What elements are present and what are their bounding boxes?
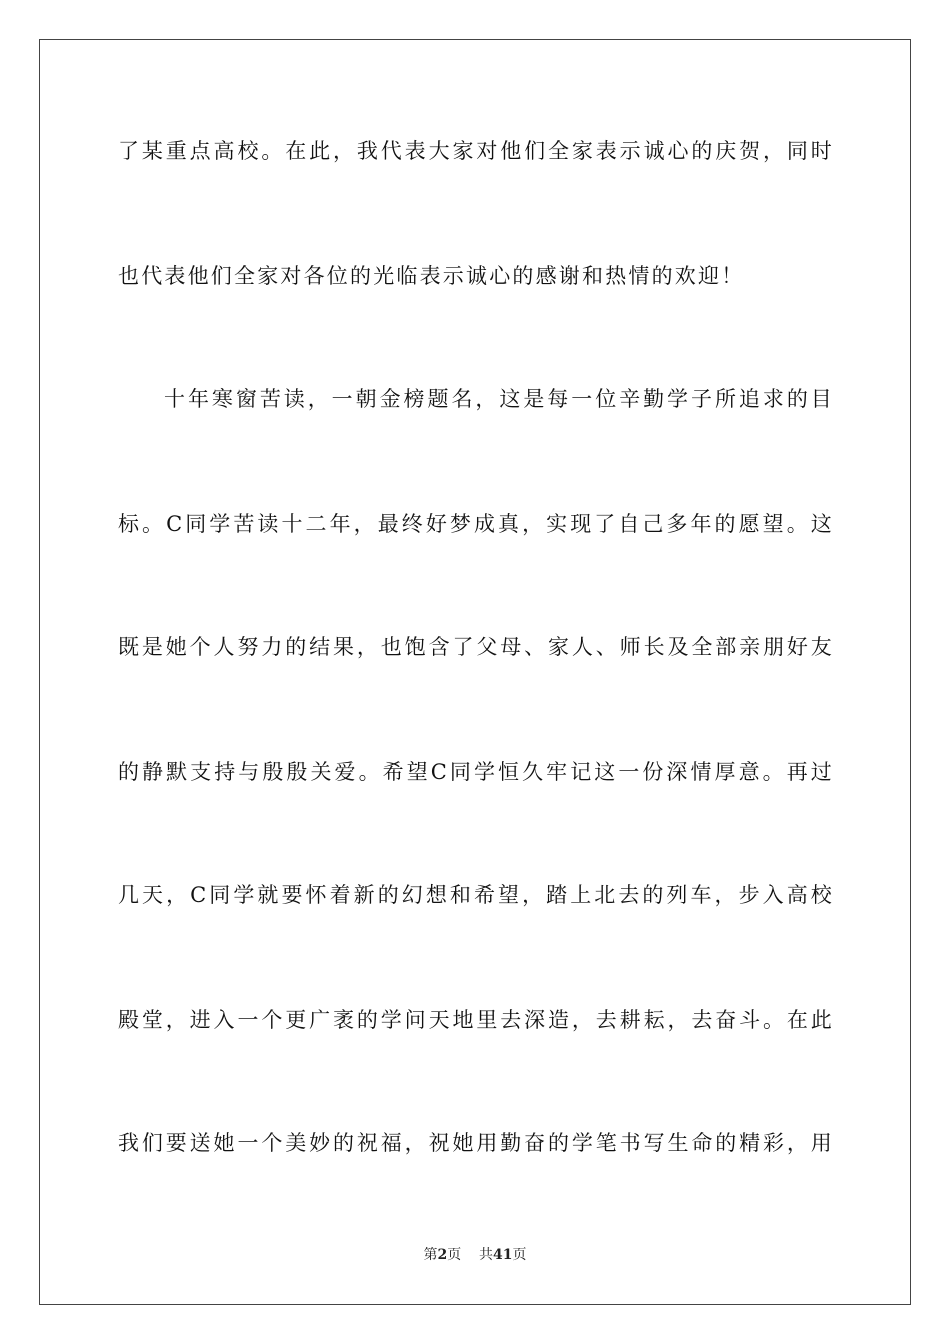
footer-page-prefix: 第 (423, 1247, 438, 1263)
footer-total-pages: 41 (493, 1247, 513, 1263)
footer-total-prefix: 共 (479, 1247, 494, 1263)
footer-total-suffix: 页 (512, 1247, 527, 1263)
body-text-line-5: 既是她个人努力的结果，也饱含了父母、家人、师长及全部亲朋好友 (118, 635, 834, 659)
body-text-line-8: 殿堂，进入一个更广袤的学问天地里去深造，去耕耘，去奋斗。在此 (118, 1008, 834, 1032)
body-text-line-2: 也代表他们全家对各位的光临表示诚心的感谢和热情的欢迎！ (118, 264, 745, 288)
footer-page-suffix: 页 (447, 1247, 462, 1263)
body-text-line-1: 了某重点高校。在此，我代表大家对他们全家表示诚心的庆贺，同时 (118, 139, 834, 163)
body-text-line-4: 标。C同学苦读十二年，最终好梦成真，实现了自己多年的愿望。这 (118, 512, 834, 536)
body-text-line-9: 我们要送她一个美妙的祝福，祝她用勤奋的学笔书写生命的精彩，用 (118, 1131, 834, 1155)
body-text-line-6: 的静默支持与殷殷关爱。希望C同学恒久牢记这一份深情厚意。再过 (118, 760, 834, 784)
body-text-line-3: 十年寒窗苦读，一朝金榜题名，这是每一位辛勤学子所追求的目 (164, 387, 834, 411)
footer-current-page: 2 (437, 1247, 448, 1263)
body-text-line-7: 几天，C同学就要怀着新的幻想和希望，踏上北去的列车，步入高校 (118, 883, 834, 907)
page-border (39, 39, 911, 1305)
page-number-footer (0, 1246, 950, 1264)
